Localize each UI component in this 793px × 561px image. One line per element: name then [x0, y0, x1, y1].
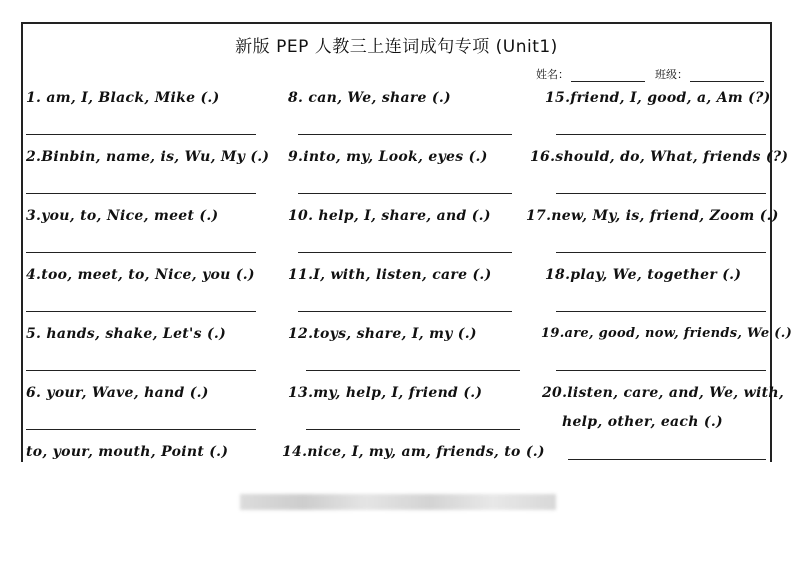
question-5: 5. hands, shake, Let's (.): [26, 326, 227, 342]
question-7: to, your, mouth, Point (.): [26, 444, 229, 460]
answer-line-5[interactable]: [26, 370, 256, 371]
answer-line-13[interactable]: [306, 429, 520, 430]
answer-line-9[interactable]: [298, 193, 512, 194]
question-9: 9.into, my, Look, eyes (.): [288, 149, 488, 165]
question-6: 6. your, Wave, hand (.): [26, 385, 209, 401]
answer-line-16[interactable]: [556, 193, 766, 194]
answer-line-17[interactable]: [556, 252, 766, 253]
answer-line-19[interactable]: [556, 370, 766, 371]
question-20-continued: help, other, each (.): [562, 414, 723, 430]
answer-line-1[interactable]: [26, 134, 256, 135]
answer-line-18[interactable]: [556, 311, 766, 312]
answer-line-10[interactable]: [298, 252, 512, 253]
question-8: 8. can, We, share (.): [288, 90, 451, 106]
answer-line-11[interactable]: [298, 311, 512, 312]
class-label: 班级：: [655, 68, 688, 81]
question-2: 2.Binbin, name, is, Wu, My (.): [26, 149, 270, 165]
worksheet-title: 新版 PEP 人教三上连词成句专项 (Unit1): [235, 37, 558, 57]
question-1: 1. am, I, Black, Mike (.): [26, 90, 220, 106]
answer-line-12[interactable]: [306, 370, 520, 371]
class-blank[interactable]: [690, 69, 764, 82]
name-blank[interactable]: [571, 69, 645, 82]
blurred-watermark: [240, 494, 556, 510]
question-14: 14.nice, I, my, am, friends, to (.): [282, 444, 545, 460]
question-16: 16.should, do, What, friends (?): [530, 149, 789, 165]
question-20: 20.listen, care, and, We, with,: [542, 385, 785, 401]
student-info: [536, 66, 764, 82]
name-label: 姓名：: [536, 68, 569, 81]
question-18: 18.play, We, together (.): [545, 267, 742, 283]
question-3: 3.you, to, Nice, meet (.): [26, 208, 219, 224]
question-19: 19.are, good, now, friends, We (.): [541, 326, 793, 341]
answer-line-2[interactable]: [26, 193, 256, 194]
question-10: 10. help, I, share, and (.): [288, 208, 491, 224]
question-12: 12.toys, share, I, my (.): [288, 326, 477, 342]
answer-line-20[interactable]: [568, 459, 766, 460]
question-17: 17.new, My, is, friend, Zoom (.): [526, 208, 779, 224]
answer-line-3[interactable]: [26, 252, 256, 253]
answer-line-15[interactable]: [556, 134, 766, 135]
question-13: 13.my, help, I, friend (.): [288, 385, 483, 401]
answer-line-8[interactable]: [298, 134, 512, 135]
question-11: 11.I, with, listen, care (.): [288, 267, 492, 283]
answer-line-6[interactable]: [26, 429, 256, 430]
question-4: 4.too, meet, to, Nice, you (.): [26, 267, 255, 283]
answer-line-4[interactable]: [26, 311, 256, 312]
question-15: 15.friend, I, good, a, Am (?): [545, 90, 771, 106]
